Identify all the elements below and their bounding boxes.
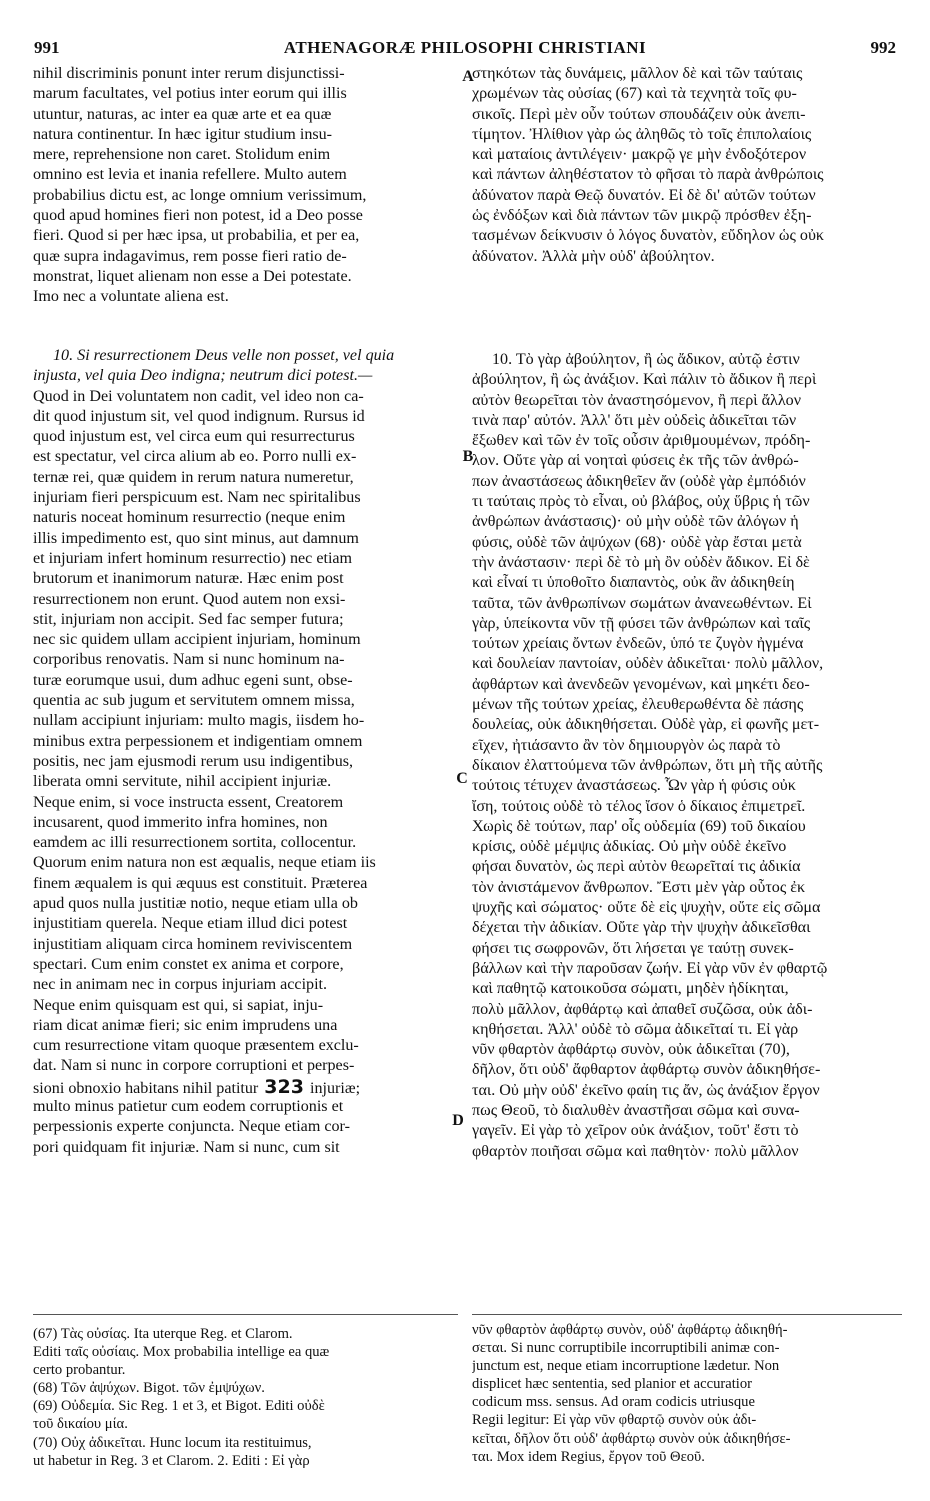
latin-text-line: nec sic quidem ullam accipient injuriam, hominum (33, 631, 361, 649)
left-page-number: 991 (34, 38, 60, 57)
greek-text-line: δίκαιον ἐλαττούμενα τῶν ἀνθρώπων, ὅτι μὴ τῆς αὐτῆς (472, 756, 823, 774)
latin-text-line: Imo nec a voluntate aliena est. (33, 288, 229, 306)
footnote-line: certo probantur. (33, 1362, 126, 1379)
greek-text-line: πων ἀναστάσεως ἀδικηθεῖεν ἄν (οὐδὲ γὰρ ἐμπόδιόν (472, 472, 806, 490)
greek-text-line: κρίσις, οὐδὲ μέμψις ἀδικίας. Οὐ μὴν οὐδὲ ἐκεῖνο (472, 838, 787, 856)
greek-text-line: στηκότων τὰς δυνάμεις, μᾶλλον δὲ καὶ τῶν ταύταις (472, 65, 803, 82)
latin-text-line: nihil discriminis ponunt inter rerum disjunctissi- (33, 65, 345, 82)
greek-text-line: τούτων χρείαις ὄντων ἐνδεῶν, ὑπό τε ζυγὸν ἠγμένα (472, 635, 804, 653)
greek-text-line: σικοῖς. Περὶ μὲν οὖν τούτων σπουδάζειν οὐκ ἀνεπι- (472, 105, 806, 123)
greek-text-line: βάλλων καὶ τὴν παροῦσαν ζωήν. Εἰ γὰρ νῦν ἐν φθαρτῷ (472, 959, 828, 977)
latin-text-line-segment: injuriæ; (309, 1079, 361, 1097)
greek-text-line: καὶ δουλείαν παντοίαν, οὐδὲν ἀδικεῖται· πολὺ μᾶλλον, (472, 655, 824, 673)
latin-intro-paragraph (33, 64, 458, 308)
latin-text-line: stit, injuriam non accipit. Sed fac semper futura; (33, 610, 344, 628)
greek-text-line: νῦν φθαρτὸν ἀφθάρτῳ συνὸν, οὐκ ἀδικεῖται (70), (472, 1041, 790, 1059)
greek-text-line: ταῦτα, τῶν ἀνθρωπίνων σωμάτων ἀνανεωθέντων. Εἰ (472, 594, 812, 612)
margin-marker-c: C (456, 770, 468, 787)
greek-text-line: τὴν ἀνάστασιν· περὶ δὲ τὸ μὴ ὂν οὐδὲν ἄδικον. Εἰ δὲ (472, 553, 810, 571)
greek-text-line: καὶ πάντων ἀληθέστατον τὸ φῆσαι τὸ παρὰ ἀνθρώποις (472, 166, 824, 184)
latin-text-line: quod apud homines fieri non potest, id a Deo posse (33, 207, 363, 225)
footnote-line: (69) Οὐδεμία. Sic Reg. 1 et 3, et Bigot. Editi οὐδὲ (33, 1398, 325, 1415)
greek-text-line: γὰρ, ὑπείκοντα νῦν τῇ φύσει τῶν ἀνθρώπων καὶ ταῖς (472, 614, 811, 632)
latin-text-line: cum resurrectione vitam quoque præsentem exclu- (33, 1037, 359, 1055)
greek-text-line: ἀνθρώπων ἀνάστασις)· οὐ μὴν οὐδὲ τῶν ἀλόγων ἡ (472, 513, 799, 531)
footnote-line: (68) Τῶν ἀψύχων. Bigot. τῶν ἐμψύχων. (33, 1380, 265, 1397)
greek-text-line: τὸν ἀνιστάμενον ἄνθρωπον. Ἔστι μὲν γὰρ οὗτος ἐκ (472, 878, 806, 896)
latin-text-line: injustitiam querela. Neque etiam illud dici potest (33, 915, 348, 933)
footnote-line: κεῖται, δῆλον ὅτι οὐδ' ἀφθάρτῳ συνὸν οὐκ ἀδικηθήσε- (472, 1430, 791, 1447)
greek-text-line: καὶ παθητῷ κατοικοῦσα σώματι, μηδὲν ἠδίκηται, (472, 980, 789, 998)
latin-text-line: quæ supra indagavimus, rem posse fieri ratio de- (33, 247, 347, 265)
footnote-line: Editi ταῖς οὐσίαις. Mox probabilia intellige ea quæ (33, 1344, 330, 1361)
latin-text-line: quod injustum est, vel circa eum qui resurrecturus (33, 428, 355, 446)
greek-text-line: τι ταύταις πρὸς τὸ εἶναι, οὐ βλάβος, οὐχ ὕβρις ἡ τῶν (472, 493, 810, 511)
greek-text-line: δῆλον, ὅτι οὐδ' ἄφθαρτον ἀφθάρτῳ συνὸν ἀδικηθήσε- (472, 1061, 821, 1079)
latin-text-line: 10. Si resurrectionem Deus velle non posset, vel quia (53, 347, 395, 364)
greek-text-line: τινὰ παρ' αὐτόν. Ἀλλ' ὅτι μὲν οὐδεὶς ἀδικεῖται τῶν (472, 411, 797, 429)
greek-text-line: ἴση, τούτοις οὐδὲ τὸ τέλος ἴσον ὁ δίκαιος ἐπιμετρεῖ. (472, 797, 806, 815)
footnote-rule-left (33, 1314, 458, 1315)
latin-text-line: spectari. Cum enim constet ex anima et corpore, (33, 955, 344, 973)
latin-text-line: injustitiam aliquam circa hominem reviviscentem (33, 935, 353, 953)
latin-text-line: marum facultates, vel potius inter eorum qui illis (33, 85, 347, 103)
latin-text-line: mere, reprehensione non caret. Stolidum enim (33, 146, 331, 164)
footnote-line: σεται. Si nunc corruptibile incorruptibili animæ con- (472, 1340, 780, 1357)
greek-text-line: αὐτὸν θεωρεῖται τὸν ἀναστησόμενον, ἢ περὶ ἄλλον (472, 391, 801, 409)
latin-text-line-segment: sioni obnoxio habitans nihil patitur (33, 1079, 259, 1097)
footnote-rule-right (472, 1314, 902, 1315)
latin-text-line: apud quos nulla justitiæ notio, neque etiam ulla ob (33, 895, 358, 913)
latin-text-line: monstrat, liquet alienam non esse a Dei potestate. (33, 267, 352, 285)
greek-text-line: λον. Οὔτε γὰρ αἱ νοηταὶ φύσεις ἐκ τῆς τῶν ἀνθρώ- (472, 452, 799, 470)
footnote-line: junctum est, neque etiam incorruptione lædetur. Non (472, 1358, 780, 1375)
greek-text-line: καὶ εἶναί τι ὑποθοῖτο διαπαντὸς, οὐκ ἂν ἀδικηθείη (472, 574, 795, 592)
footnote-line: (67) Τὰς οὐσίας. Ita uterque Reg. et Clarom. (33, 1326, 293, 1342)
footnote-line: displicet hæc sententia, sed planior et accuratior (472, 1376, 753, 1393)
footnote-line: νῦν φθαρτὸν ἀφθάρτῳ συνὸν, οὐδ' ἀφθάρτῳ ἀδικηθή- (472, 1322, 788, 1338)
latin-text-line (33, 1077, 458, 1097)
greek-text-line: γαγεῖν. Εἰ γὰρ τὸ χεῖρον οὐκ ἀνάξιον, τοῦτ' ἔστι τὸ (472, 1122, 799, 1140)
greek-text-line: εῖχεν, ἠτιάσαντο ἂν τὸν δημιουργὸν ὡς παρὰ τὸ (472, 736, 781, 754)
greek-text-line: μένων τῆς τούτων χρείας, ἐλευθερωθέντα δὲ πάσης (472, 696, 804, 714)
latin-text-line: Quod in Dei voluntatem non cadit, vel ideo non ca- (33, 387, 364, 405)
latin-footnotes (33, 1325, 458, 1470)
latin-text-line: corporibus renovatis. Nam si nunc hominum na- (33, 651, 345, 669)
latin-section-10 (33, 346, 458, 1158)
latin-text-line: resurrectionem non erunt. Quod autem non exsi- (33, 590, 346, 608)
footnote-line: ut habetur in Reg. 3 et Clarom. 2. Editi : Εἰ γὰρ (33, 1452, 310, 1469)
greek-text-line: φθαρτὸν ποιῆσαι σῶμα καὶ παθητὸν· πολὺ μᾶλλον (472, 1142, 799, 1160)
latin-text-line: liberata omni servitute, nihil accipient injuriæ. (33, 773, 332, 791)
greek-text-line: φήσει τις σωφρονῶν, ὅτι λήσεται γε ταύτῃ συνεκ- (472, 939, 794, 957)
latin-text-line: finem æqualem is qui æquus est constituit. Præterea (33, 874, 368, 892)
latin-text-line: quentia ac sub jugum et servitutem omnem missa, (33, 692, 355, 710)
greek-text-line: 10. Τὸ γὰρ ἀβούλητον, ἢ ὡς ἄδικον, αὐτῷ ἐστιν (492, 351, 800, 368)
greek-intro-paragraph (472, 64, 902, 267)
greek-text-line: δέχεται τὴν ἀδικίαν. Οὔτε γὰρ τὴν ψυχὴν ἀδικεῖσθαι (472, 919, 811, 937)
latin-text-line: Neque enim quisquam est qui, si sapiat, inju- (33, 996, 324, 1014)
latin-text-line: illis impedimento est, quo sint minus, aut damnum (33, 529, 359, 547)
footnote-line: (70) Οὐχ ἀδικεῖται. Hunc locum ita restituimus, (33, 1434, 312, 1451)
latin-text-line: natura continentur. In hæc igitur studium insu- (33, 125, 333, 143)
footnote-line: Regii legitur: Εἰ γὰρ νῦν φθαρτῷ συνὸν οὐκ ἀδι- (472, 1412, 757, 1429)
right-page-number: 992 (870, 38, 896, 57)
greek-text-line: χρωμένων τὰς οὐσίας (67) καὶ τὰ τεχνητὰ τοῖς φυ- (472, 85, 797, 103)
latin-text-line: dit quod injustum sit, vel quod indignum. Rursus id (33, 407, 365, 425)
latin-text-line: naturis noceat hominum resurrectio (neque enim (33, 509, 346, 527)
greek-text-line: Χωρὶς δὲ τούτων, παρ' οἷς οὐδεμία (69) τοῦ δικαίου (472, 817, 806, 835)
greek-text-line: τίμητον. Ἠλίθιον γὰρ ὡς ἀληθῶς τὸ τοῖς ἐπιπολαίοις (472, 125, 812, 143)
latin-text-line: perpessionis experte conjuncta. Neque etiam cor- (33, 1118, 350, 1136)
latin-text-line: turæ eorumque usui, dum adhuc egeni sunt, obse- (33, 671, 353, 689)
latin-text-line: est spectatur, vel circa alium ab eo. Porro nulli ex- (33, 448, 357, 466)
inline-page-number: 323 (264, 1076, 304, 1097)
latin-text-line: et injuriam infert hominum resurrectio) nec etiam (33, 549, 353, 567)
greek-text-line: ὡς ἐνδόξων καὶ διὰ πάντων τῶν μικρῷ πρόσθεν ἐξη- (472, 207, 812, 225)
latin-text-line: probabilius dictu est, ac longe omnium verissimum, (33, 186, 367, 204)
running-header (0, 38, 930, 60)
latin-text-line: eamdem ac illi resurrectionem sortita, collocentur. (33, 834, 357, 852)
latin-text-line: injuriam fieri perspicuum est. Nam nec spiritalibus (33, 489, 361, 507)
greek-text-line: δουλείας, οὐκ ἀδικηθήσεται. Οὐδὲ γὰρ, εἰ φωνῆς μετ- (472, 716, 820, 734)
latin-text-line: utuntur, naturas, ac inter ea quæ arte et ea quæ (33, 105, 332, 123)
latin-text-line: omnino est levia et inania refellere. Multo autem (33, 166, 347, 184)
greek-text-line: ἔξωθεν καὶ τῶν ἐν τοῖς οὖσιν ἀριθμουμένων, πρόδη- (472, 432, 811, 450)
greek-text-line: πολὺ μᾶλλον, ἀφθάρτῳ καὶ ἀπαθεῖ συζῶσα, οὐκ ἀδι- (472, 1000, 813, 1018)
latin-text-line: injusta, vel quia Deo indigna; neutrum dici potest.— (33, 367, 373, 385)
greek-text-line: ἀβούλητον, ἢ ὡς ἀνάξιον. Καὶ πάλιν τὸ ἄδικον ἢ περὶ (472, 371, 817, 389)
latin-text-line: multo minus patietur cum eodem corruptionis et (33, 1097, 344, 1115)
latin-text-line: brutorum et inanimorum naturæ. Hæc enim post (33, 570, 344, 588)
greek-text-line: ται. Οὐ μὴν οὐδ' ἐκεῖνο φαίη τις ἄν, ὡς ἀνάξιον ἔργον (472, 1081, 820, 1099)
latin-text-line: dat. Nam si nunc in corpore corruptioni et perpes- (33, 1057, 355, 1075)
greek-text-line: καὶ ματαίοις ἀντιλέγειν· μακρῷ γε μὴν ἐνδοξότερον (472, 146, 807, 164)
greek-text-line: ἀφθάρτων καὶ ἀνενδεῶν γενομένων, καὶ μηκέτι δεο- (472, 675, 810, 693)
latin-text-line: pori quidquam fit injuriæ. Nam si nunc, cum sit (33, 1138, 340, 1156)
greek-text-line: τασμένων δείκνυσιν ὁ λόγος δυνατὸν, εὔδηλον ὡς οὐκ (472, 227, 825, 245)
margin-marker-b: B (462, 448, 474, 465)
latin-text-line: positis, nec jam ejusmodi rerum usu indigentibus, (33, 752, 354, 770)
footnote-line: τοῦ δικαίου μία. (33, 1416, 128, 1433)
latin-text-line: minibus extra perpessionem et indigentiam omnem (33, 732, 363, 750)
latin-text-line: ternæ rei, quæ quidem in rerum natura numeretur, (33, 468, 354, 486)
latin-text-line: nec in animam nec in corpus injuriam accipit. (33, 976, 328, 994)
greek-text-line: ἀδύνατον. Ἀλλὰ μὴν οὐδ' ἀβούλητον. (472, 247, 715, 265)
margin-marker-d: D (452, 1112, 464, 1129)
footnote-line: codicum mss. sensus. Ad oram codicis utriusque (472, 1394, 755, 1411)
footnote-line: ται. Mox idem Regius, ἔργον τοῦ Θεοῦ. (472, 1448, 705, 1465)
greek-section-10 (472, 350, 902, 1162)
margin-marker-a: A (462, 68, 474, 85)
latin-text-line: incusarent, quod immerito infra homines, non (33, 813, 328, 831)
greek-text-line: φύσις, οὐδὲ τῶν ἀψύχων (68)· οὐδὲ γὰρ ἔσται μετὰ (472, 533, 802, 551)
latin-text-line: Neque enim, si voce instructa essent, Creatorem (33, 793, 344, 811)
latin-text-line: riam dicat animæ fieri; sic enim imprudens una (33, 1016, 338, 1034)
latin-text-line: fieri. Quod si per hæc ipsa, ut probabilia, et per ea, (33, 227, 360, 245)
latin-text-line: nullam accipiunt injuriam: multo magis, iisdem ho- (33, 712, 365, 730)
greek-text-line: ἀδύνατον παρὰ Θεῷ δυνατόν. Εἰ δὲ δι' αὐτῶν τούτων (472, 186, 816, 204)
running-title: ATHENAGORÆ PHILOSOPHI CHRISTIANI (283, 38, 647, 57)
greek-text-line: τούτοις τέτυχεν ἀναστάσεως. Ὧν γὰρ ἡ φύσις οὐκ (472, 777, 796, 795)
greek-text-line: φήσαι δυνατὸν, ὡς περὶ αὐτὸν θεωρεῖταί τις ἀδικία (472, 858, 801, 876)
latin-text-line: Quorum enim natura non est æqualis, neque etiam iis (33, 854, 376, 872)
greek-text-line: πως Θεοῦ, τὸ διαλυθὲν ἀναστῆσαι σῶμα καὶ συνα- (472, 1101, 800, 1119)
greek-text-line: ψυχῆς καὶ σώματος· οὔτε δὲ εἰς ψυχὴν, οὔτε εἰς σῶμα (472, 899, 821, 917)
greek-text-line: κηθήσεται. Ἀλλ' οὐδὲ τὸ σῶμα ἀδικεῖταί τι. Εἰ γὰρ (472, 1020, 799, 1038)
greek-footnotes (472, 1321, 902, 1466)
